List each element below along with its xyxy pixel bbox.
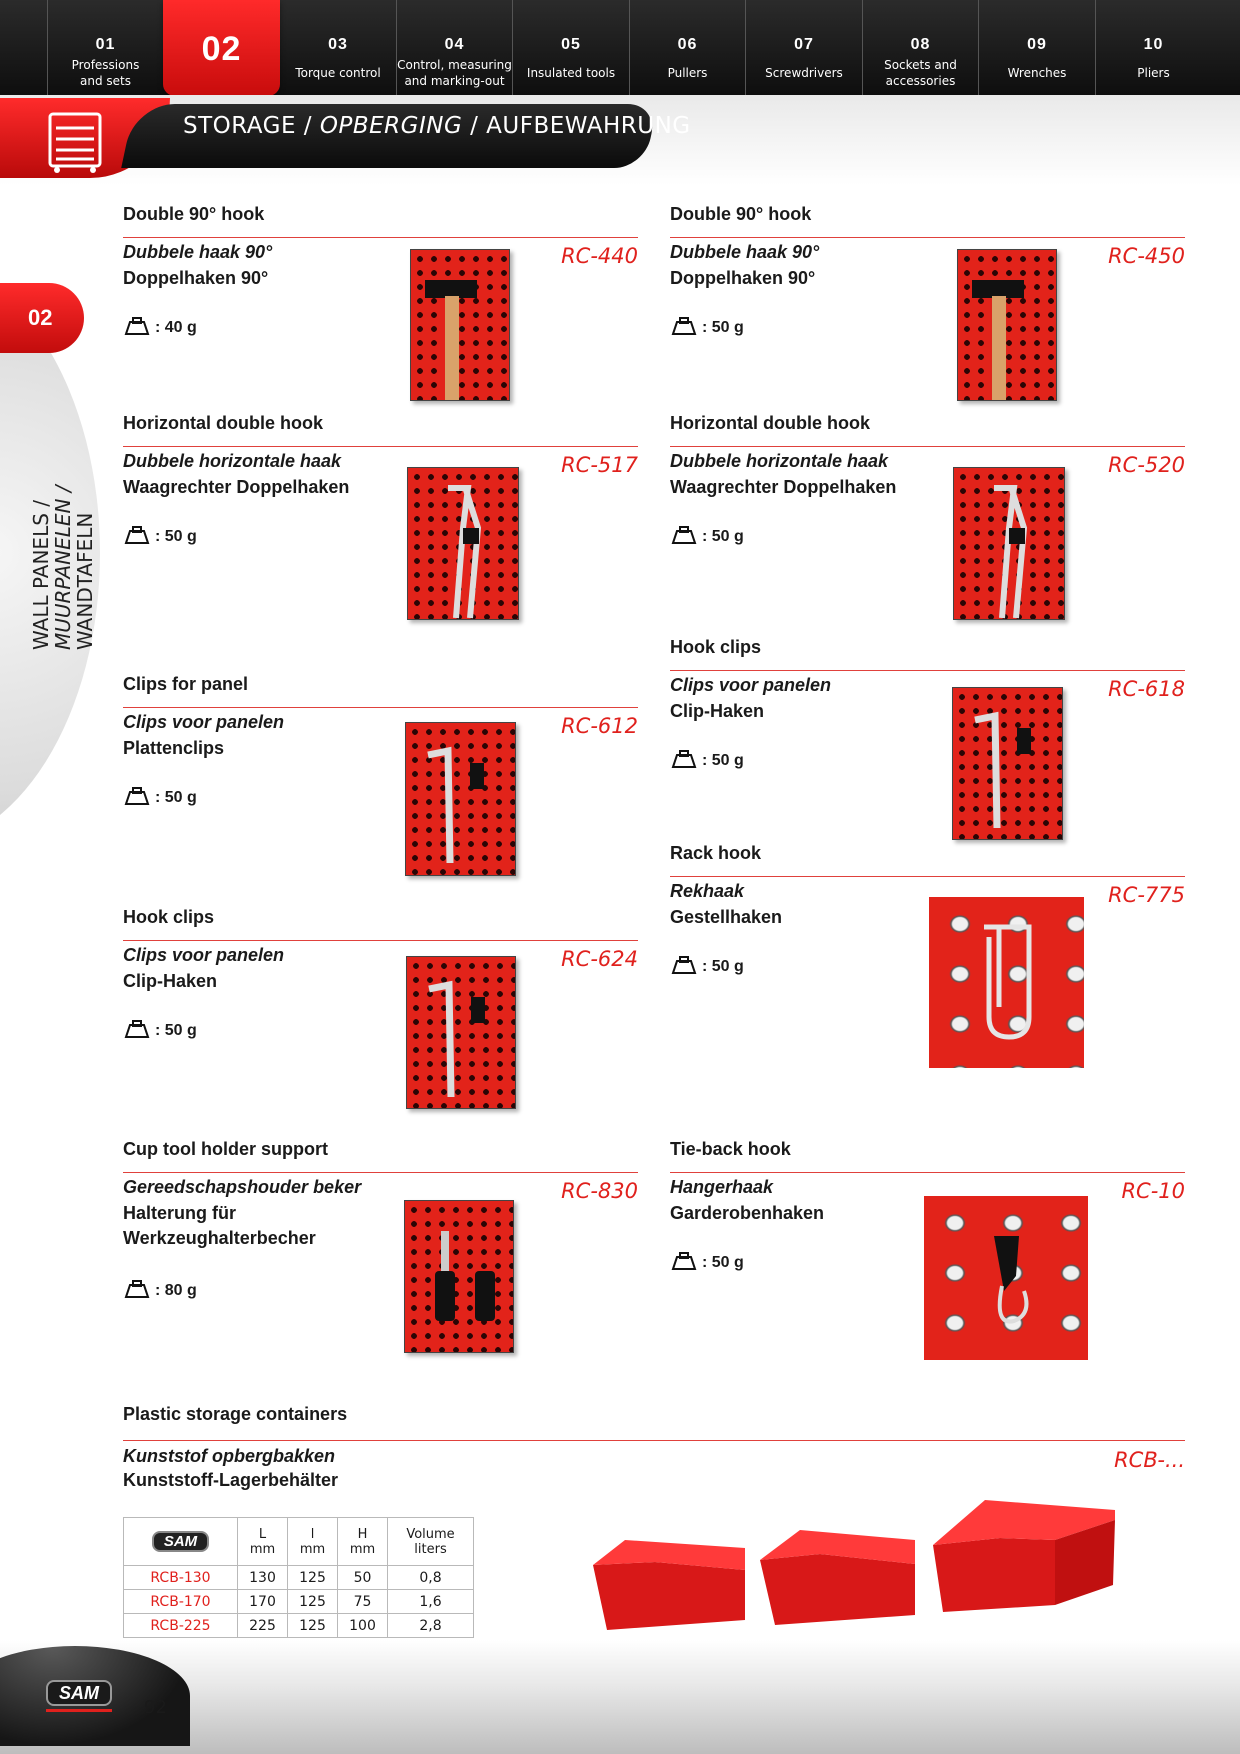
table-cell: 125 (288, 1590, 338, 1614)
section-title (183, 113, 691, 139)
product-code: RC-775 (1108, 883, 1185, 907)
product-divider (123, 707, 638, 708)
side-category-label (30, 485, 96, 650)
product-name-nl: Gereedschapshouder beker (123, 1177, 362, 1197)
product-name-de: Waagrechter Doppelhaken (670, 477, 897, 497)
weight-icon (670, 1251, 698, 1271)
product-photo (407, 467, 519, 620)
product-code: RC-618 (1108, 677, 1185, 701)
weight-value: : 40 g (155, 319, 197, 336)
cup-holder-icon (405, 1201, 514, 1353)
product-divider (123, 1172, 638, 1173)
product-name-de: Halterung für Werkzeughalterbecher (123, 1203, 316, 1248)
product-name-nl: Rekhaak (670, 881, 745, 901)
header-unit: mm (249, 1541, 276, 1557)
weight-value: : 50 g (155, 528, 197, 545)
product-photo (404, 1200, 514, 1353)
header-unit: mm (299, 1541, 326, 1557)
product-name-de: Garderobenhaken (670, 1203, 825, 1223)
weight-icon (123, 1019, 151, 1039)
product-weight (670, 749, 744, 770)
hammer-icon (411, 250, 510, 401)
table-row (124, 1614, 474, 1638)
tool-cabinet-icon (48, 112, 102, 174)
side-label-de: WANDTAFELN (73, 512, 97, 650)
product-photo (952, 687, 1063, 840)
tab-storage-active[interactable] (163, 0, 280, 96)
tab-pliers[interactable] (1095, 0, 1240, 95)
tab-label: Torque control (295, 66, 381, 80)
section-title-en: STORAGE (183, 113, 296, 139)
product-name-en: Cup tool holder support (123, 1139, 328, 1159)
header-unit: liters (414, 1541, 447, 1557)
tab-label: Professions and sets (71, 58, 140, 88)
product-name-en: Hook clips (123, 907, 215, 927)
side-label-nl: MUURPANELEN / (51, 485, 75, 650)
title-separator: / (462, 113, 487, 139)
product-name-en: Double 90° hook (670, 204, 812, 224)
header-dim: L (258, 1526, 267, 1542)
hammer-icon (958, 250, 1057, 401)
weight-icon (123, 525, 151, 545)
product-name-nl: Dubbele horizontale haak (670, 451, 889, 471)
product-photo (406, 956, 516, 1109)
table-header (388, 1518, 474, 1566)
sam-footer-logo: SAM (46, 1680, 112, 1706)
wrench-icon (953, 688, 1063, 840)
weight-value: : 50 g (155, 789, 197, 806)
containers-name-nl: Kunststof opbergbakken (123, 1446, 336, 1466)
product-name-nl: Clips voor panelen (123, 712, 285, 732)
product-name-nl: Hangerhaak (670, 1177, 774, 1197)
table-header (338, 1518, 388, 1566)
weight-icon (123, 1279, 151, 1299)
product-photo (957, 249, 1057, 401)
product-weight (670, 955, 744, 976)
table-cell: 125 (288, 1614, 338, 1638)
product-name-en: Tie-back hook (670, 1139, 791, 1159)
tab-label: Insulated tools (526, 66, 616, 80)
tab-number: 01 (95, 36, 116, 53)
tab-number: 04 (444, 36, 465, 53)
tab-wrenches[interactable] (978, 0, 1095, 95)
weight-icon (670, 955, 698, 975)
weight-value: : 50 g (155, 1022, 197, 1039)
header-dim: Volume (406, 1526, 455, 1542)
sam-logo: SAM (152, 1531, 209, 1552)
tab-number: 10 (1143, 36, 1164, 53)
tab-label: Control, measuring and marking-out (397, 58, 512, 88)
product-divider (670, 237, 1185, 238)
side-chapter-number: 02 (0, 283, 84, 353)
weight-value: : 50 g (702, 1254, 744, 1271)
table-header (288, 1518, 338, 1566)
tab-insulated-tools[interactable] (512, 0, 629, 95)
product-name-en: Horizontal double hook (123, 413, 323, 433)
table-cell: 130 (238, 1566, 288, 1590)
product-divider (670, 876, 1185, 877)
section-title-nl: OPBERGING (319, 113, 463, 139)
product-divider (670, 670, 1185, 671)
tab-label: Pliers (1137, 66, 1170, 80)
tab-screwdrivers[interactable] (745, 0, 862, 95)
product-name-de: Clip-Haken (123, 971, 218, 991)
product-name-en: Horizontal double hook (670, 413, 870, 433)
tab-professions[interactable] (47, 0, 163, 95)
header-dim: H (357, 1526, 368, 1542)
weight-icon (123, 316, 151, 336)
table-cell: 100 (338, 1614, 388, 1638)
product-code: RC-440 (561, 244, 638, 268)
tab-label: Sockets and accessories (884, 58, 957, 88)
product-name-en: Double 90° hook (123, 204, 265, 224)
product-photo (953, 467, 1065, 620)
tab-sockets[interactable] (862, 0, 978, 95)
product-divider (123, 446, 638, 447)
product-code: RC-450 (1108, 244, 1185, 268)
table-cell: 125 (288, 1566, 338, 1590)
tie-back-hook-icon (924, 1196, 1088, 1360)
product-name-de: Clip-Haken (670, 701, 765, 721)
tab-label: Pullers (667, 66, 708, 80)
weight-icon (670, 525, 698, 545)
table-cell-code: RCB-130 (124, 1566, 238, 1590)
product-weight (123, 786, 197, 807)
product-code: RC-10 (1121, 1179, 1185, 1203)
product-code: RC-612 (561, 714, 638, 738)
product-name-en: Hook clips (670, 637, 762, 657)
product-name-en: Clips for panel (123, 674, 249, 694)
weight-value: : 50 g (702, 958, 744, 975)
containers-name-de: Kunststoff-Lagerbehälter (123, 1470, 339, 1490)
product-name-de: Gestellhaken (670, 907, 783, 927)
product-weight (123, 1019, 197, 1040)
table-cell: 170 (238, 1590, 288, 1614)
product-photo (929, 897, 1084, 1068)
product-divider (670, 1172, 1185, 1173)
weight-icon (670, 316, 698, 336)
tab-number: 02 (201, 30, 242, 68)
product-code: RC-517 (561, 453, 638, 477)
table-cell: 0,8 (388, 1566, 474, 1590)
tab-number: 09 (1027, 36, 1047, 53)
tab-number: 08 (910, 36, 931, 53)
wrench-icon (407, 957, 516, 1109)
page-number: 92 (144, 1697, 167, 1718)
small-bin (593, 1540, 745, 1630)
product-photo (410, 249, 510, 401)
tab-label: Wrenches (1007, 66, 1067, 80)
table-row (124, 1590, 474, 1614)
table-cell: 225 (238, 1614, 288, 1638)
containers-code: RCB-... (1114, 1448, 1185, 1472)
weight-icon (670, 749, 698, 769)
product-weight (670, 525, 744, 546)
product-name-nl: Clips voor panelen (123, 945, 285, 965)
product-name-de: Waagrechter Doppelhaken (123, 477, 350, 497)
product-photo (924, 1196, 1088, 1360)
rack-hook-icon (929, 897, 1084, 1068)
table-cell: 50 (338, 1566, 388, 1590)
product-weight (670, 1251, 744, 1272)
containers-spec-table (123, 1517, 474, 1638)
section-title-de: AUFBEWAHRUNG (486, 113, 691, 139)
product-code: RC-624 (561, 947, 638, 971)
product-divider (123, 940, 638, 941)
product-name-de: Doppelhaken 90° (123, 268, 269, 288)
tab-pullers[interactable] (629, 0, 745, 95)
table-cell-code: RCB-225 (124, 1614, 238, 1638)
product-weight (123, 316, 197, 337)
tab-number: 03 (328, 36, 348, 53)
table-row (124, 1566, 474, 1590)
tab-control-measuring[interactable] (396, 0, 512, 95)
product-divider (123, 237, 638, 238)
tab-label: Screwdrivers (765, 66, 843, 80)
product-divider (670, 446, 1185, 447)
table-cell: 2,8 (388, 1614, 474, 1638)
side-label-en: WALL PANELS / (29, 500, 53, 650)
product-name-nl: Dubbele haak 90° (670, 242, 820, 262)
containers-name-en: Plastic storage containers (123, 1404, 348, 1424)
product-name-de: Plattenclips (123, 738, 225, 758)
pliers-icon (408, 468, 519, 620)
header-dim: l (310, 1526, 315, 1542)
table-cell-code: RCB-170 (124, 1590, 238, 1614)
containers-divider (123, 1440, 1185, 1441)
weight-value: : 80 g (155, 1282, 197, 1299)
tab-number: 07 (794, 36, 814, 53)
weight-value: : 50 g (702, 752, 744, 769)
tab-number: 05 (561, 36, 581, 53)
table-cell: 75 (338, 1590, 388, 1614)
storage-bins-photo (585, 1490, 1125, 1630)
weight-icon (123, 786, 151, 806)
header-unit: mm (349, 1541, 376, 1557)
weight-value: : 50 g (702, 319, 744, 336)
tab-number: 06 (677, 36, 698, 53)
pliers-icon (954, 468, 1065, 620)
title-separator: / (296, 113, 320, 139)
product-weight (123, 525, 197, 546)
product-name-nl: Dubbele horizontale haak (123, 451, 342, 471)
logo-underline (46, 1709, 112, 1712)
medium-bin (760, 1530, 915, 1625)
tab-torque-control[interactable] (280, 0, 396, 95)
product-name-nl: Dubbele haak 90° (123, 242, 273, 262)
product-name-en: Rack hook (670, 843, 762, 863)
product-photo (405, 722, 516, 876)
product-name-nl: Clips voor panelen (670, 675, 832, 695)
product-code: RC-830 (561, 1179, 638, 1203)
product-name-de: Doppelhaken 90° (670, 268, 816, 288)
large-bin (933, 1500, 1115, 1612)
table-cell: 1,6 (388, 1590, 474, 1614)
table-header (238, 1518, 288, 1566)
product-code: RC-520 (1108, 453, 1185, 477)
product-weight (670, 316, 744, 337)
table-header-row (124, 1518, 474, 1566)
table-logo-cell (124, 1518, 238, 1566)
wrench-icon (406, 723, 516, 876)
weight-value: : 50 g (702, 528, 744, 545)
product-weight (123, 1279, 197, 1300)
